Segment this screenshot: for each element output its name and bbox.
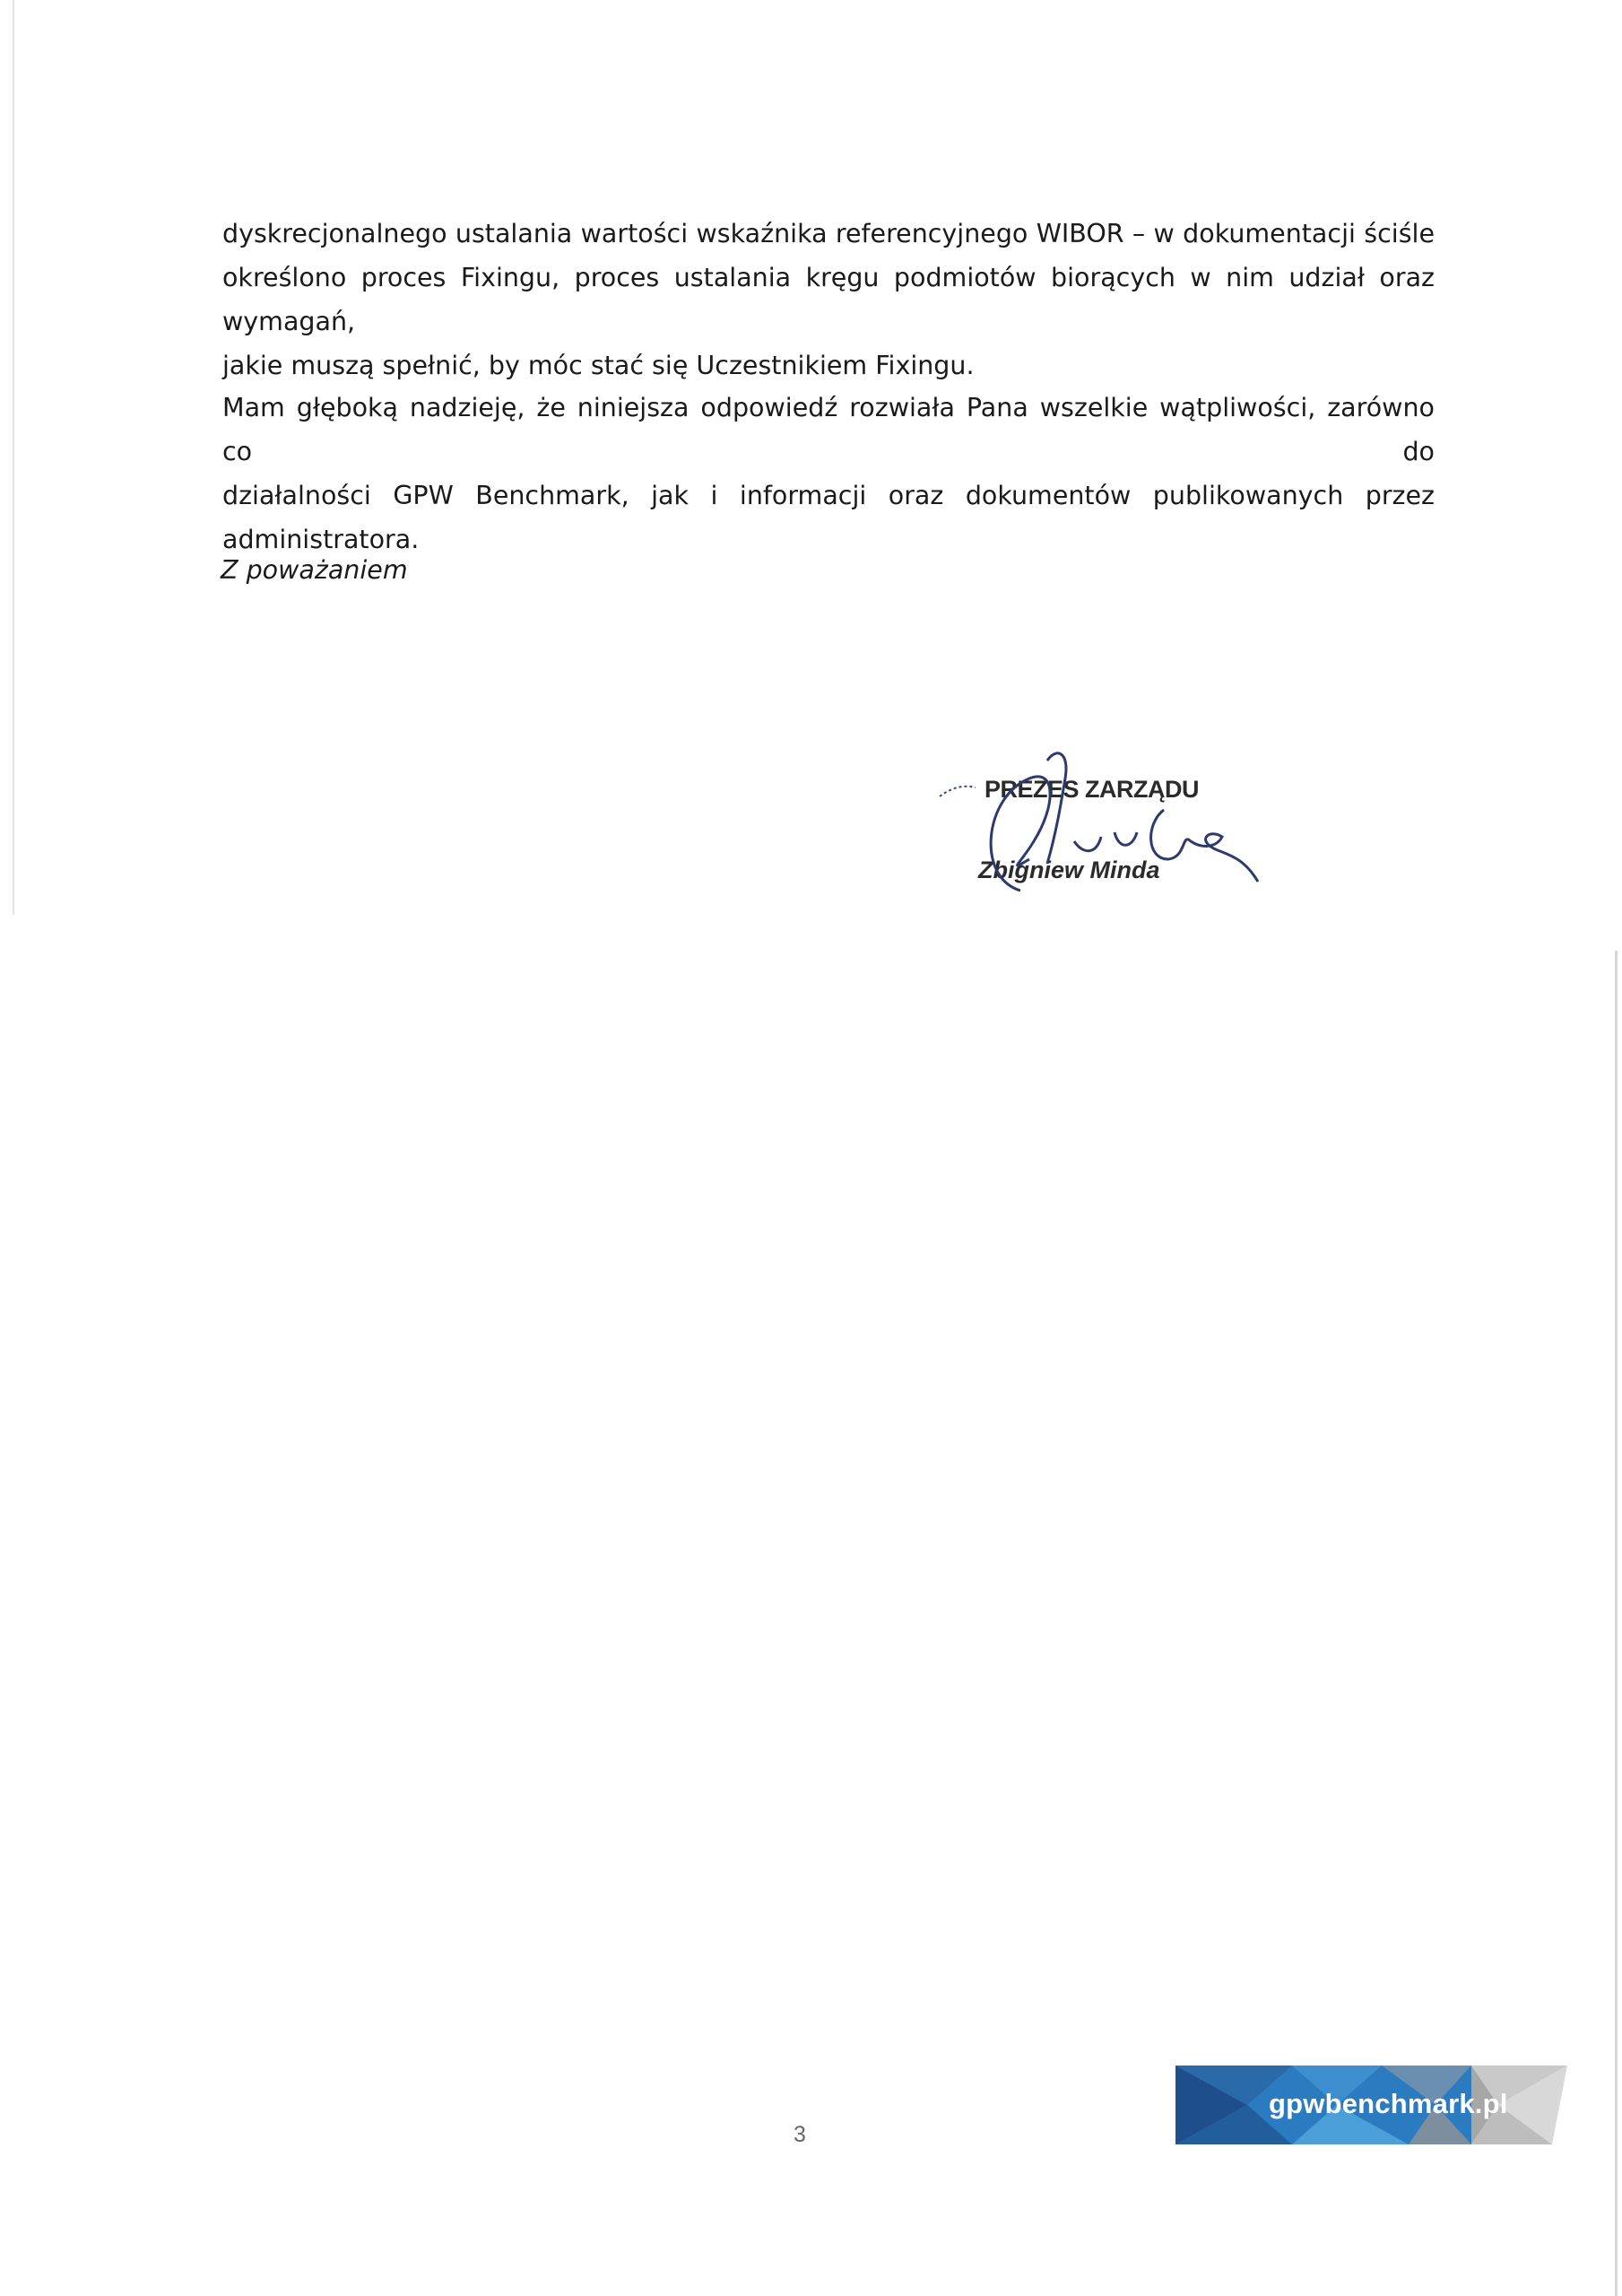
handwritten-signature-icon (922, 743, 1280, 895)
signature-block (922, 743, 1280, 895)
paragraph-2-line: Mam głęboką nadzieję, że niniejsza odpowiedź rozwiała Pana wszelkie wątpliwości, zarówno co do (222, 393, 1435, 466)
paragraph-1 (222, 212, 1435, 387)
paragraph-1-line: jakie muszą spełnić, by móc stać się Uczestnikiem Fixingu. (222, 351, 975, 380)
logo-text: gpwbenchmark.pl (1269, 2088, 1508, 2119)
signature-name: Zbigniew Minda (978, 857, 1160, 883)
closing-salutation: Z poważaniem (221, 555, 408, 585)
paragraph-1-line: określono proces Fixingu, proces ustalania kręgu podmiotów biorących w nim udział oraz wymagań, (222, 263, 1435, 336)
paragraph-1-line: dyskrecjonalnego ustalania wartości wskaźnika referencyjnego WIBOR – w dokumentacji ściśle (222, 219, 1435, 248)
scan-edge-right (1615, 951, 1618, 2296)
page-number: 3 (794, 2122, 806, 2147)
gpwbenchmark-logo (1175, 2066, 1567, 2144)
paragraph-2 (222, 386, 1435, 561)
signature-title: PREZES ZARZĄDU (984, 776, 1200, 803)
scan-edge-left (13, 0, 14, 915)
paragraph-2-line: działalności GPW Benchmark, jak i informacji oraz dokumentów publikowanych przez administratora. (222, 481, 1435, 554)
